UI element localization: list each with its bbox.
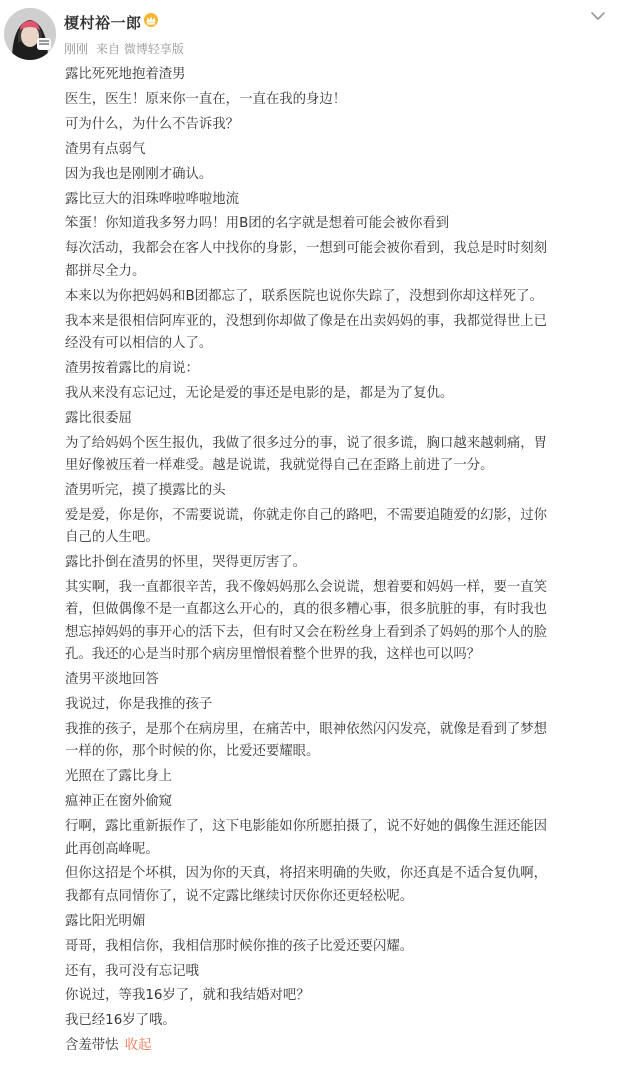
- post-paragraph: [65, 164, 613, 186]
- post-text-line: 爱是爱，你是你，不需要说谎，你就走你自己的路吧，不需要追随爱的幻影，过你: [65, 507, 548, 523]
- post-paragraph: [65, 505, 613, 550]
- post-text-line: 我推的孩子，是那个在病房里，在痛苦中，眼神依然闪闪发亮，就像是看到了梦想: [65, 721, 548, 737]
- post-paragraph: [65, 669, 613, 691]
- post-text-line: 露比扑倒在渣男的怀里，哭得更厉害了。: [65, 555, 307, 571]
- post-last-line: [65, 1035, 613, 1057]
- collapse-link[interactable]: 收起: [124, 1038, 152, 1054]
- post-text-line: 每次活动，我都会在客人中找你的身影，一想到可能会被你看到，我总是时时刻刻: [65, 241, 548, 257]
- post-text-line: 都拼尽全力。: [65, 263, 146, 279]
- post-text-line: 渣男听完，摸了摸露比的头: [65, 482, 226, 498]
- post-text-line: 里好像被压着一样难受。越是说谎，我就觉得自己在歪路上前进了一分。: [65, 458, 494, 473]
- post-text-line: 自己的人生吧。: [65, 530, 159, 546]
- post-paragraph: [65, 552, 613, 574]
- post-text-line: 露比豆大的泪珠哗啦哗啦地流: [65, 191, 240, 207]
- post-meta: [64, 40, 184, 57]
- post-paragraph: [65, 139, 613, 161]
- post-text-line: 含羞带怯: [65, 1038, 119, 1054]
- post-time: 刚刚: [64, 42, 89, 56]
- post-paragraph: [65, 961, 613, 983]
- post-text-line: 我从来没有忘记过，无论是爱的事还是电影的是，都是为了复仇。: [65, 385, 454, 401]
- post-text-line: 因为我也是刚刚才确认。: [65, 166, 213, 182]
- post-text-line: 想忘掉妈妈的事开心的活下去，但有时又会在粉丝身上看到杀了妈妈的那个人的脸: [65, 624, 548, 640]
- avatar[interactable]: [4, 8, 56, 60]
- post-text-line: 露比阳光明媚: [65, 913, 146, 929]
- author-name[interactable]: 榎村裕一郎: [64, 14, 142, 32]
- avatar-image: [4, 8, 56, 60]
- post-paragraph: [65, 408, 613, 430]
- post-text-line: 瘟神正在窗外偷窥: [65, 794, 173, 810]
- post-paragraph: [65, 480, 613, 502]
- post-paragraph: [65, 286, 613, 308]
- post-text-line: 我说过，你是我推的孩子: [65, 697, 213, 713]
- post-text-line: 渣男有点弱气: [65, 141, 146, 157]
- post-content: [65, 64, 613, 1058]
- post-paragraph: [65, 89, 613, 111]
- post-paragraph: [65, 985, 613, 1007]
- post-text-line: 我已经16岁了哦。: [65, 1013, 176, 1029]
- post-header: [0, 0, 631, 64]
- post-text-line: 此再创高峰呢。: [65, 841, 159, 857]
- post-text-line: 可为什么，为什么不告诉我？: [65, 116, 240, 132]
- post-paragraph: [65, 358, 613, 380]
- chevron-down-icon: [587, 8, 609, 24]
- post-text-line: 露比死死地抱着渣男: [65, 67, 186, 82]
- post-text-line: 还有，我可没有忘记哦: [65, 963, 199, 979]
- post-paragraph: [65, 911, 613, 933]
- post-paragraph: [65, 816, 613, 861]
- post-text-line: 经没有可以相信的人了。: [65, 335, 213, 351]
- source-prefix: 来自: [96, 42, 121, 56]
- post-source[interactable]: 微博轻享版: [123, 42, 184, 56]
- post-text-line: 本来以为你把妈妈和B团都忘了，联系医院也说你失踪了，没想到你却这样死了。: [65, 288, 543, 304]
- post-text-line: 露比很委屈: [65, 410, 132, 426]
- post-paragraph: [65, 719, 613, 764]
- post-paragraph: [65, 213, 613, 235]
- post-paragraph: [65, 766, 613, 788]
- post-text-line: 哥哥，我相信你，我相信那时候你推的孩子比爱还要闪耀。: [65, 938, 414, 954]
- post-paragraph: [65, 577, 613, 667]
- post-paragraph: [65, 1010, 613, 1032]
- post-paragraph: [65, 189, 613, 211]
- post-text-line: 一样的你，那个时候的你，比爱还要耀眼。: [65, 744, 320, 760]
- post-text-line: 光照在了露比身上: [65, 769, 173, 785]
- post-paragraph: [65, 433, 613, 478]
- post-text-line: 我都有点同情你了，说不定露比继续讨厌你你还更轻松呢。: [65, 888, 414, 904]
- post-text-line: 我本来是很相信阿库亚的，没想到你却做了像是在出卖妈妈的事，我都觉得世上已: [65, 313, 548, 329]
- post-paragraph: [65, 64, 613, 86]
- post-paragraph: [65, 936, 613, 958]
- post-text-line: 你说过，等我16岁了，就和我结婚对吧？: [65, 988, 310, 1004]
- post-paragraph: [65, 238, 613, 283]
- post-text-line: 孔。我还的心是当时那个病房里憎恨着整个世界的我，这样也可以吗？: [65, 647, 481, 663]
- post-text-line: 但你这招是个坏棋，因为你的天真，将招来明确的失败，你还真是不适合复仇啊，: [65, 866, 548, 882]
- post-text-line: 行啊，露比重新振作了，这下电影能如你所愿拍摄了，说不好她的偶像生涯还能因: [65, 819, 548, 835]
- post-paragraph: [65, 114, 613, 136]
- post-paragraph: [65, 383, 613, 405]
- post-text-line: 其实啊，我一直都很辛苦，我不像妈妈那么会说谎，想着要和妈妈一样，要一直笑: [65, 580, 548, 596]
- more-options-button[interactable]: [587, 8, 609, 24]
- post-text-line: 为了给妈妈个医生报仇，我做了很多过分的事，说了很多谎，胸口越来越刺痛，胃: [65, 435, 548, 451]
- post-text-line: 渣男按着露比的肩说：: [65, 360, 199, 376]
- vip-crown-icon: [143, 12, 159, 28]
- post-text-line: 着，但做偶像不是一直都这么开心的，真的很多糟心事，很多肮脏的事，有时我也: [65, 602, 548, 618]
- post-paragraph: [65, 311, 613, 356]
- post-paragraph: [65, 863, 613, 908]
- post-paragraph: [65, 694, 613, 716]
- post-text-line: 渣男平淡地回答: [65, 672, 159, 688]
- post-text-line: 医生，医生！原来你一直在，一直在我的身边！: [65, 91, 347, 107]
- post-text-line: 笨蛋！你知道我多努力吗！用B团的名字就是想着可能会被你看到: [65, 216, 450, 232]
- post-paragraph: [65, 791, 613, 813]
